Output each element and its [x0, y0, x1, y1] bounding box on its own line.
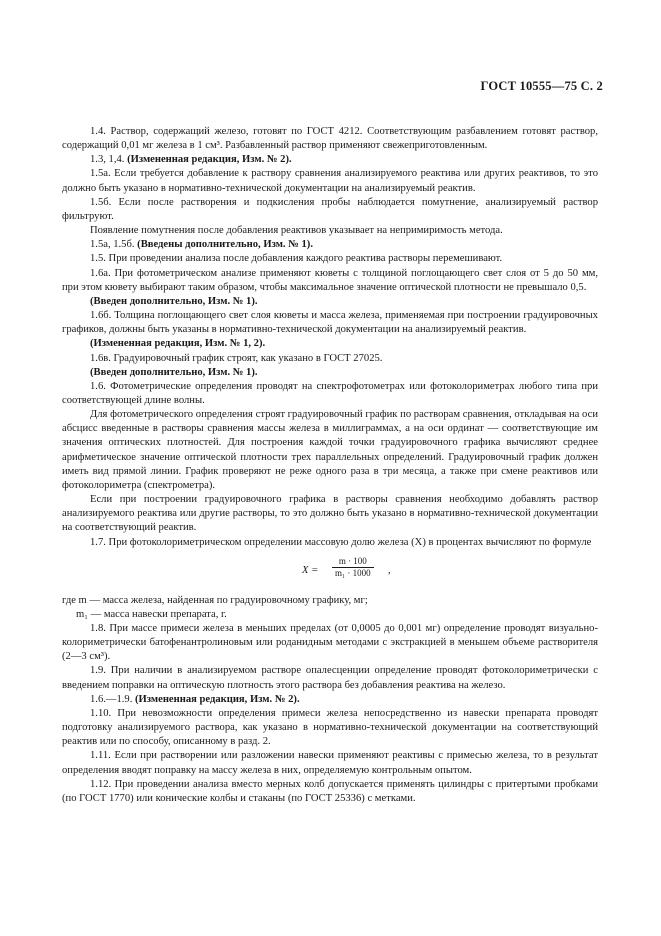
revision-note [62, 295, 598, 309]
revision-note: (Измененная редакция, Изм. № 2). [127, 154, 292, 166]
paragraph-text: 1.6.—1.9. [90, 693, 136, 705]
paragraph: Появление помутнения после добавления реактивов указывает на непримиримость метода. [90, 225, 503, 237]
paragraph: Для фотометрического определения строят градуировочный график по растворам сравнения, откладывая на оси абсцисс введенные в растворы сравнения массы железа в миллиграммах, а на оси ординат — соответствующие им значения оптических плотностей. Для построения каждой точки градуировочного графика вычисляют среднее арифметическое значение оптической плотности трех параллельных определений. Градуировочный график должен иметь вид прямой линии. График проверяют не реже одного раза в три месяца, а также при смене реактивов или фотоколориметра (спектрометра). [62, 409, 598, 491]
formula-lhs: X = [302, 564, 319, 576]
paragraph: 1.6в. Градуировочный график строят, как указано в ГОСТ 27025. [90, 352, 383, 364]
paragraph: 1.6. Фотометрические определения проводят на спектрофотометрах или фотоколориметрах любого типа при соответствующей длине волны. [62, 380, 598, 406]
revision-note-text: (Введен дополнительно, Изм. № 1). [90, 295, 258, 307]
paragraph: 1.5б. Если после растворения и подкисления пробы наблюдается помутнение, анализируемый раствор фильтруют. [62, 196, 598, 222]
formula-numerator: m · 100 [332, 556, 374, 568]
paragraph: где m — масса железа, найденная по градуировочному графику, мг; [62, 594, 368, 606]
revision-note [62, 366, 598, 380]
revision-note: (Введены дополнительно, Изм. № 1). [137, 239, 313, 251]
paragraph [62, 238, 598, 252]
paragraph: 1.6б. Толщина поглощающего свет слоя кюветы и масса железа, применяемая при построении градуировочных графиков, должны быть указаны в нормативно-технической документации на анализируемый реактив. [62, 310, 598, 336]
revision-note [62, 337, 598, 351]
paragraph: 1.4. Раствор, содержащий железо, готовят по ГОСТ 4212. Соответствующим разбавлением готовят раствор, содержащий 0,01 мг железа в 1 см³. Разбавленный раствор применяют свежеприготовленным. [62, 126, 598, 152]
paragraph: 1.9. При наличии в анализируемом растворе опалесценции определение проводят фотоколориметрически с введением поправки на оптическую плотность этого раствора без добавления реактива на железо. [62, 665, 598, 691]
paragraph: 1.5а. Если требуется добавление к раствору сравнения анализируемого реактива или других реактивов, то это должно быть указано в нормативно-технической документации на анализируемый реактив. [62, 168, 598, 194]
paragraph [62, 693, 598, 707]
paragraph: 1.12. При проведении анализа вместо мерных колб допускается применять цилиндры с притертыми пробками (по ГОСТ 1770) или конические колбы и стаканы (по ГОСТ 25336) с метками. [62, 778, 598, 804]
formula-denominator: m₁ · 1000 [335, 567, 371, 578]
document-body [62, 125, 598, 806]
revision-note: (Измененная редакция, Изм. № 2). [135, 693, 300, 705]
revision-note-text: (Введен дополнительно, Изм. № 1). [90, 366, 258, 378]
revision-note-text: (Измененная редакция, Изм. № 1, 2). [90, 338, 266, 350]
paragraph: Если при построении градуировочного графика в растворы сравнения необходимо добавлять раствор анализируемого реактива или другие растворы, то это должно быть указано в нормативно-технической документации на соответствующий реактив. [62, 494, 598, 534]
formula-tail: , [388, 564, 391, 576]
paragraph: m₁ — масса навески препарата, г. [76, 608, 227, 620]
paragraph: 1.8. При массе примеси железа в меньших пределах (от 0,0005 до 0,001 мг) определение проводят визуально-колориметрически батофенантролиновым или роданидным методами с экстракцией в меньшем объеме растворителя (2—3 см³). [62, 623, 598, 663]
paragraph: 1.7. При фотоколориметрическом определении массовую долю железа (X) в процентах вычисляют по формуле [90, 536, 592, 548]
formula [62, 550, 598, 594]
paragraph-text: 1.5а, 1.5б. [90, 239, 138, 251]
paragraph: 1.6а. При фотометрическом анализе применяют кюветы с толщиной поглощающего свет слоя от 5 до 50 мм, при этом кювету выбирают таким образом, чтобы максимальное значение оптической плотности не превышало 0,5. [62, 267, 598, 293]
page-header: ГОСТ 10555—75 С. 2 [480, 79, 603, 93]
paragraph [62, 153, 598, 167]
paragraph: 1.11. Если при растворении или разложении навески применяют реактивы с примесью железа, то в результат определения вводят поправку на массу железа в них, определяемую контрольным опытом. [62, 750, 598, 776]
paragraph: 1.10. При невозможности определения примеси железа непосредственно из навески препарата проводят подготовку анализируемого раствора, как указано в нормативно-технической документации на соответствующий реактив или по способу, описанному в разд. 2. [62, 707, 598, 748]
formula-fraction [332, 556, 374, 579]
paragraph: 1.5. При проведении анализа после добавления каждого реактива растворы перемешивают. [90, 253, 503, 265]
paragraph-text: 1.3, 1,4. [90, 154, 128, 166]
